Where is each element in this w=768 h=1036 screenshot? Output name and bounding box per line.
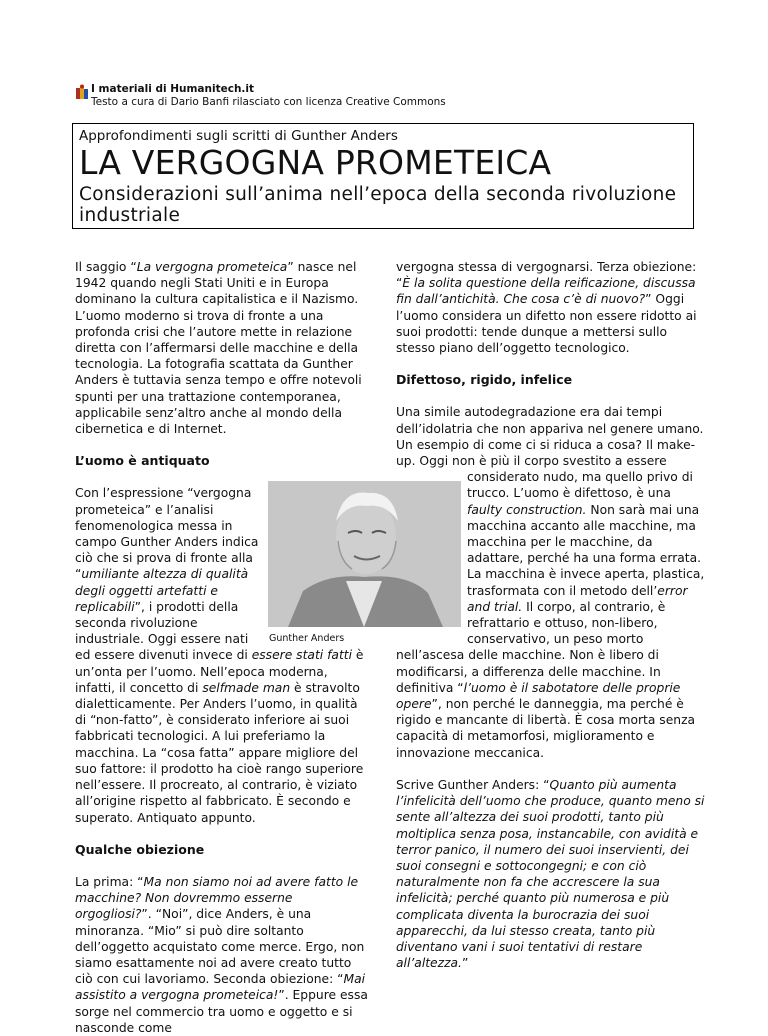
site-title: I materiali di Humanitech.it — [91, 83, 255, 95]
credit-line: Testo a cura di Dario Banfi rilasciato con licenza Creative Commons — [91, 96, 446, 108]
photo-caption: Gunther Anders — [269, 633, 345, 644]
section-heading-obiezione: Qualche obiezione — [75, 841, 205, 857]
quote-paragraph: Scrive Gunther Anders: “Quanto più aumenta l’infelicità dell’uomo che produce, quanto meno si sente all’altezza dei suoi prodotti, tanto più moltiplica senza posa, instancabile, con avidità e terror panico, il numero dei suoi inservienti, dei suoi consegni e sottocongegni; e con ciò naturalmente non fa che accrescere la sua infelicità; perché quanto più numerosa e più complicata diventa la burocrazia dei suoi apparecchi, da lui stesso creata, tanto più diventano vani i suoi tentativi di restare all’altezza.” — [396, 777, 705, 971]
photo-wrap-spacer — [262, 481, 370, 645]
section-heading-antiquato: L’uomo è antiquato — [75, 453, 210, 469]
antiquato-paragraph: Con l’espressione “vergogna prometeica” e l’analisi fenomenologica messa in campo Gunther Anders indica ciò che si prova di fronte alla “umiliante altezza di qualità degli oggetti artefatti e replicabili”, i prodotti della seconda rivoluzione industriale. Oggi essere nati ed essere divenuti invece di essere stati fatti è un’onta per l’uomo. Nell’epoca moderna, infatti, il concetto di selfmade man è stravolto dialetticamente. Per Anders l’uomo, in qualità di “non-fatto”, è considerato inferiore ai suoi fabbricati tecnologici. A lui preferiamo la macchina. La “cosa fatta” appare migliore del suo fattore: il prodotto ha cioè rango superiore nell’essere. Il procreato, al contrario, è viziato all’origine rispetto al fabbricato. È secondo e superato. Antiquato appunto. — [75, 486, 364, 825]
books-icon — [75, 84, 89, 100]
right-column — [396, 259, 706, 971]
left-column — [75, 259, 370, 1036]
photo-wrap-spacer — [396, 481, 467, 645]
continued-paragraph: vergogna stessa di vergognarsi. Terza obiezione: “È la solita questione della reificazione, discussa fin dall’antichità. Che cosa c’è di nuovo?” Oggi l’uomo considera un difetto non essere ridotto ai suoi prodotti: tende dunque a mettersi sullo stesso piano dell’oggetto tecnologico. — [396, 260, 697, 356]
kicker: Approfondimenti sugli scritti di Gunther Anders — [79, 128, 398, 144]
difettoso-paragraph: Una simile autodegradazione era dai tempi dell’idolatria che non appariva nel genere umano. Un esempio di come ci si riduca a cosa? Il make-up. Oggi non è più il corpo svestito a essere considerato nudo, ma quello privo di trucco. L’uomo è difettoso, è una faulty construction. Non sarà mai una macchina accanto alle macchine, ma macchina per le macchine, da adattare, perché ha una forma errata. La macchina è invece aperta, plastica, trasformata con il metodo dell’error and trial. Il corpo, al contrario, è refrattario e ottuso, non-libero, conservativo, un peso morto nell’ascesa delle macchine. Non è libero di modificarsi, a differenza delle macchine. In definitiva “l’uomo è il sabotatore delle proprie opere”, non perché le danneggia, ma perché è rigido e mancante di libertà. È cosa morta senza capacità di metamorfosi, miglioramento e innovazione meccanica. — [396, 405, 705, 760]
page-subtitle: Considerazioni sull’anima nell’epoca della seconda rivoluzione industriale — [79, 184, 677, 226]
title-box — [72, 123, 694, 229]
section-heading-difettoso: Difettoso, rigido, infelice — [396, 372, 573, 388]
intro-paragraph: Il saggio “La vergogna prometeica” nasce nel 1942 quando negli Stati Uniti e in Europa dominano la cultura capitalistica e il Nazismo. L’uomo moderno si trova di fronte a una profonda crisi che l’autore mette in relazione diretta con l’affermarsi delle macchine e della tecnologia. La fotografia scattata da Gunther Anders è tuttavia senza tempo e offre notevoli spunti per una trattazione contemporanea, applicabile senz’altro anche al mondo della cibernetica e di Internet. — [75, 260, 362, 437]
obiezione-paragraph: La prima: “Ma non siamo noi ad avere fatto le macchine? Non dovremmo esserne orgogliosi?”. “Noi”, dice Anders, è una minoranza. “Mio” si può dire soltanto dell’oggetto acquistato come merce. Ergo, non siamo esattamente noi ad avere creato tutto ciò con cui lavoriamo. Seconda obiezione: “Mai assistito a vergogna prometeica!”. Eppure essa sorge nel commercio tra uomo e oggetto e si nasconde come — [75, 874, 368, 1035]
page-title: LA VERGOGNA PROMETEICA — [79, 143, 552, 182]
